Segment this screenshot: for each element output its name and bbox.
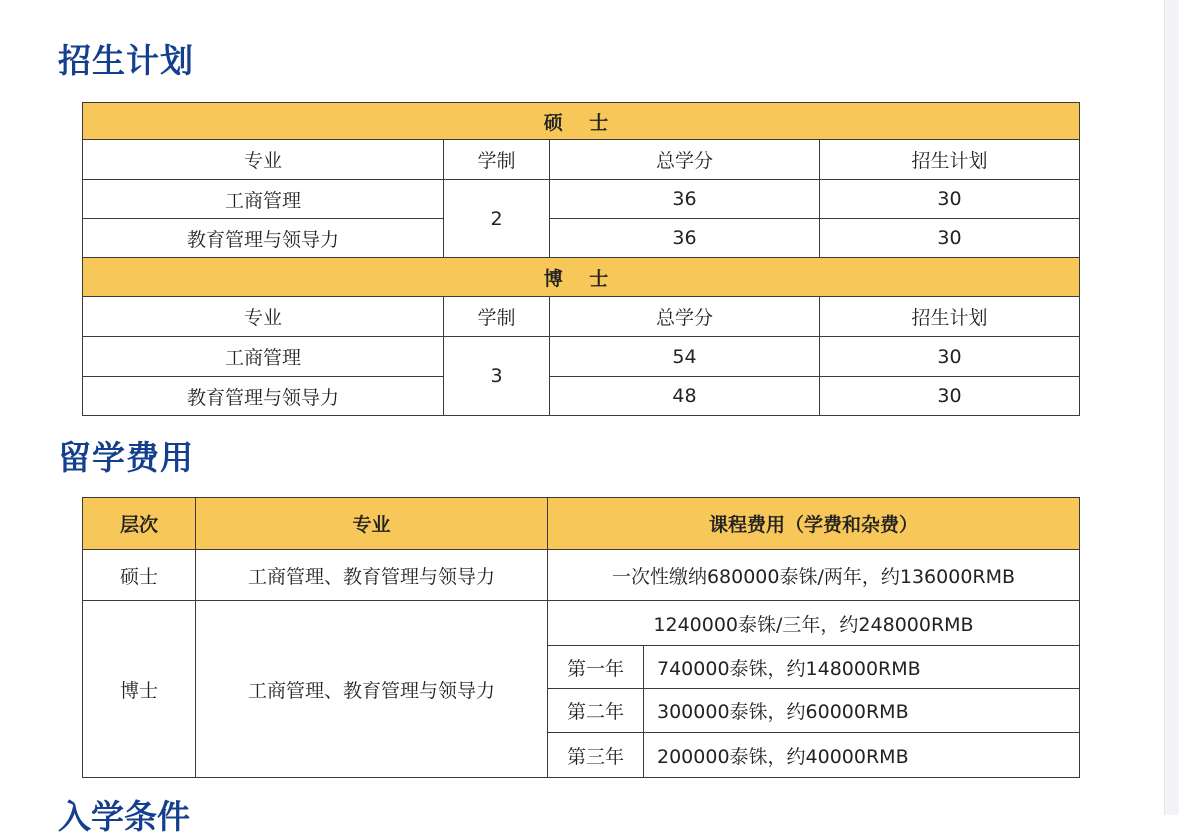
doctor-band: 博 士 [83,258,1080,297]
quota-cell: 30 [820,180,1080,219]
col-header-level: 层次 [83,498,196,550]
col-header-duration: 学制 [444,297,550,337]
credits-cell: 36 [550,219,820,258]
quota-cell: 30 [820,337,1080,377]
major-cell: 工商管理 [83,337,444,377]
level-cell: 博士 [83,601,196,778]
col-header-quota: 招生计划 [820,297,1080,337]
master-header-row [83,140,1080,180]
year-fee-cell: 740000泰铢，约148000RMB [644,646,1080,689]
table-row [83,601,1080,646]
col-header-credits: 总学分 [550,140,820,180]
enrollment-plan-table [82,102,1080,416]
quota-cell: 30 [820,377,1080,416]
fee-total-cell: 1240000泰铢/三年，约248000RMB [548,601,1080,646]
major-cell: 工商管理 [83,180,444,219]
year-label-cell: 第三年 [548,733,644,778]
year-label-cell: 第二年 [548,689,644,733]
major-cell: 教育管理与领导力 [83,219,444,258]
doctor-band-row [83,258,1080,297]
master-band-row [83,103,1080,140]
col-header-fee: 课程费用（学费和杂费） [548,498,1080,550]
next-section-title: 入学条件 [58,797,190,836]
col-header-major: 专业 [83,297,444,337]
table-row [83,377,1080,416]
col-header-credits: 总学分 [550,297,820,337]
level-cell: 硕士 [83,550,196,601]
quota-cell: 30 [820,219,1080,258]
master-band: 硕 士 [83,103,1080,140]
duration-cell: 3 [444,337,550,416]
duration-cell: 2 [444,180,550,258]
credits-cell: 54 [550,337,820,377]
major-cell: 工商管理、教育管理与领导力 [196,550,548,601]
plan-section-title: 招生计划 [58,41,194,80]
table-row [83,337,1080,377]
fees-header-row [83,498,1080,550]
tuition-fees-table [82,497,1080,778]
credits-cell: 36 [550,180,820,219]
year-label-cell: 第一年 [548,646,644,689]
year-fee-cell: 200000泰铢，约40000RMB [644,733,1080,778]
major-cell: 教育管理与领导力 [83,377,444,416]
fee-cell: 一次性缴纳680000泰铢/两年，约136000RMB [548,550,1080,601]
table-row [83,550,1080,601]
credits-cell: 48 [550,377,820,416]
doctor-header-row [83,297,1080,337]
year-fee-cell: 300000泰铢，约60000RMB [644,689,1080,733]
col-header-major: 专业 [196,498,548,550]
col-header-quota: 招生计划 [820,140,1080,180]
table-row [83,219,1080,258]
col-header-duration: 学制 [444,140,550,180]
major-cell: 工商管理、教育管理与领导力 [196,601,548,778]
scroll-gutter [1164,0,1179,815]
fees-section-title: 留学费用 [58,438,194,477]
col-header-major: 专业 [83,140,444,180]
table-row [83,180,1080,219]
